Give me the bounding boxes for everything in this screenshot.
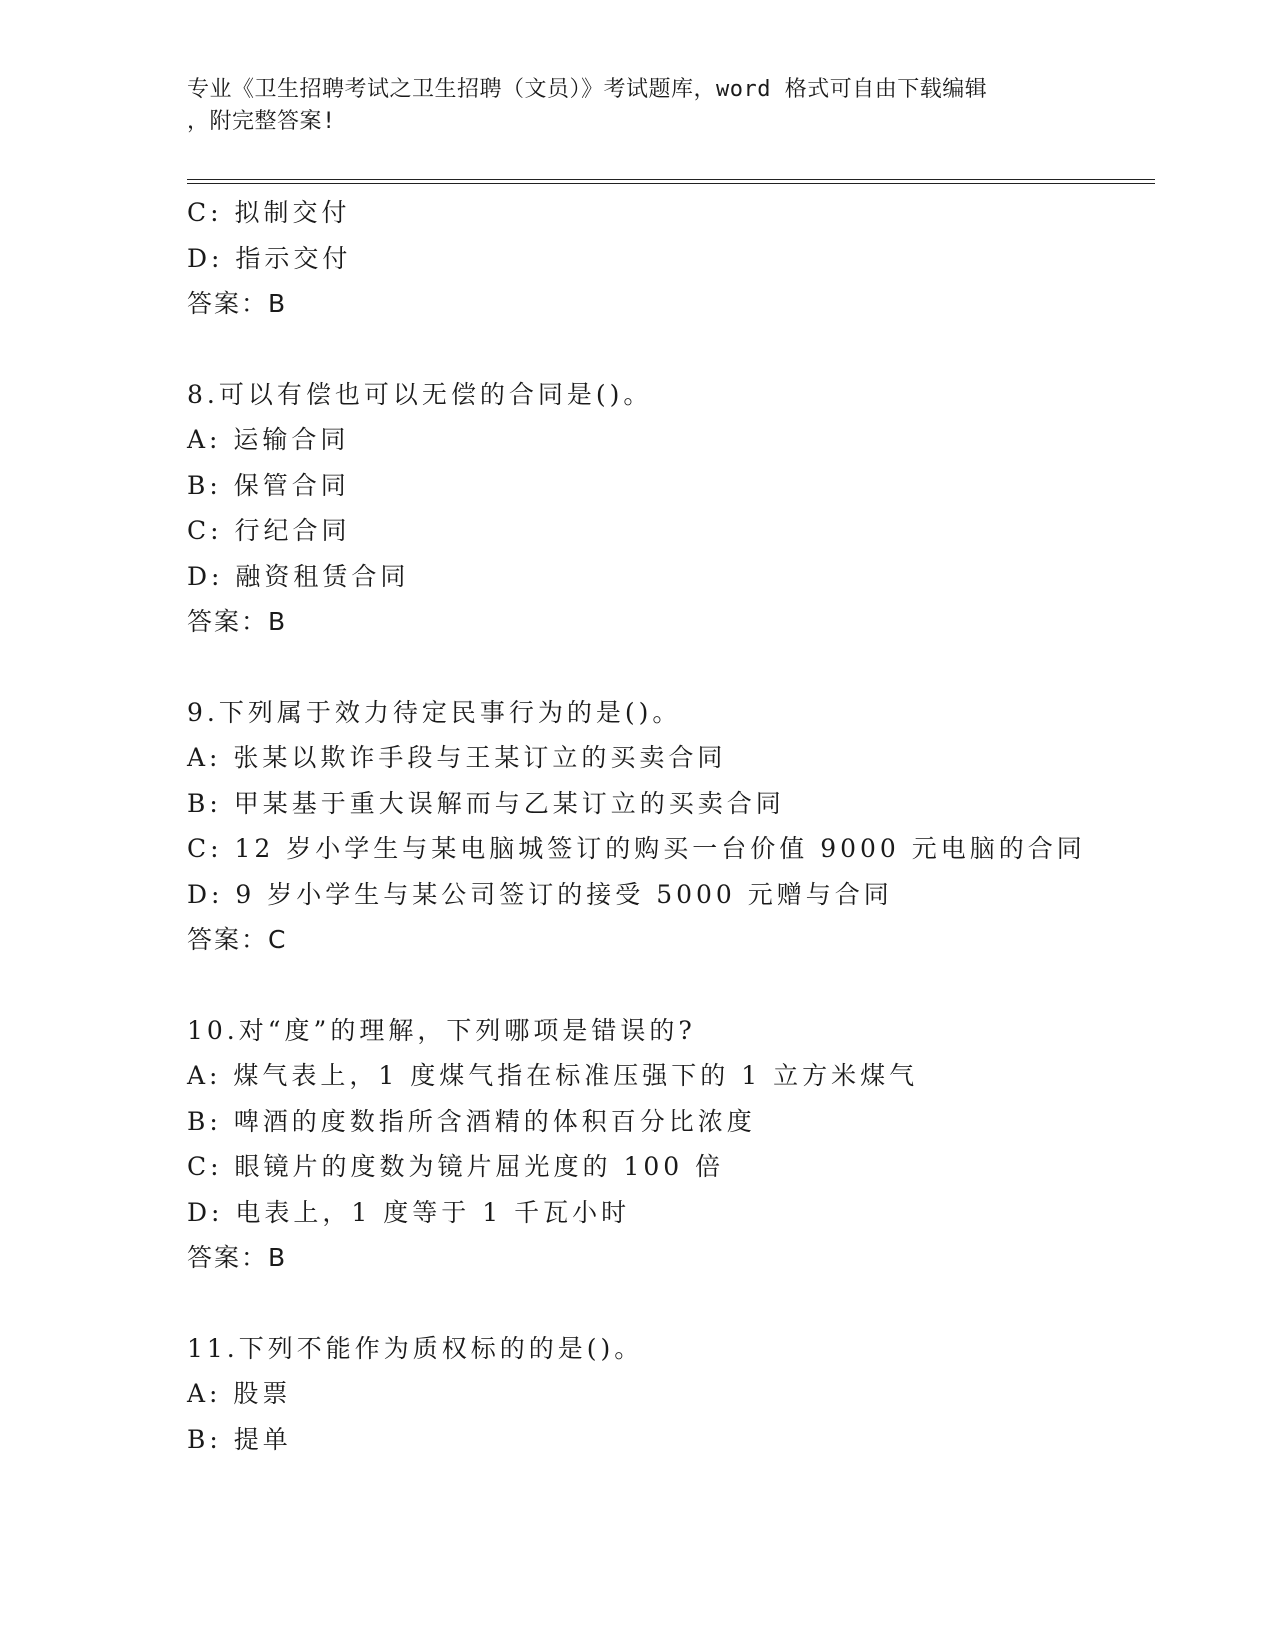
option-a: A: 股票 xyxy=(187,1379,292,1408)
answer-line: 答案：B xyxy=(187,607,288,636)
question-10 xyxy=(187,1008,1187,1281)
question-stem: 9.下列属于效力待定民事行为的是()。 xyxy=(187,697,682,727)
question-stem: 8.可以有偿也可以无偿的合同是()。 xyxy=(187,379,653,409)
answer-line: 答案：C xyxy=(187,925,288,954)
option-b: B: 甲某基于重大误解而与乙某订立的买卖合同 xyxy=(187,788,785,818)
option-d: D: 融资租赁合同 xyxy=(187,561,410,591)
question-stem: 10.对“度”的理解，下列哪项是错误的? xyxy=(187,1015,696,1045)
option-d: D: 指示交付 xyxy=(187,243,352,273)
header-divider xyxy=(187,179,1155,184)
question-11 xyxy=(187,1326,1187,1463)
document-header xyxy=(187,74,1087,138)
option-c: C: 12 岁小学生与某电脑城签订的购买一台价值 9000 元电脑的合同 xyxy=(187,834,1086,863)
option-d: D: 电表上，1 度等于 1 千瓦小时 xyxy=(187,1197,631,1227)
option-b: B: 提单 xyxy=(187,1424,292,1454)
option-b: B: 啤酒的度数指所含酒精的体积百分比浓度 xyxy=(187,1106,756,1136)
option-d: D: 9 岁小学生与某公司签订的接受 5000 元赠与合同 xyxy=(187,879,893,909)
question-stem: 11.下列不能作为质权标的的是()。 xyxy=(187,1333,644,1363)
option-a: A: 张某以欺诈手段与王某订立的买卖合同 xyxy=(187,743,727,772)
question-8 xyxy=(187,372,1187,645)
option-b: B: 保管合同 xyxy=(187,470,350,500)
answer-line: 答案：B xyxy=(187,289,288,318)
option-c: C: 行纪合同 xyxy=(187,516,351,545)
option-a: A: 煤气表上，1 度煤气指在标准压强下的 1 立方米煤气 xyxy=(187,1061,919,1090)
option-c: C: 眼镜片的度数为镜片屈光度的 100 倍 xyxy=(187,1152,725,1181)
question-list xyxy=(187,190,1187,1462)
previous-question-tail xyxy=(187,190,1187,327)
header-title-line-1: 专业《卫生招聘考试之卫生招聘（文员）》考试题库，word 格式可自由下载编辑 xyxy=(187,77,988,102)
answer-line: 答案：B xyxy=(187,1243,288,1272)
option-c: C: 拟制交付 xyxy=(187,198,351,227)
question-9 xyxy=(187,690,1187,963)
option-a: A: 运输合同 xyxy=(187,425,350,454)
header-title-line-2: ，附完整答案! xyxy=(187,109,336,134)
